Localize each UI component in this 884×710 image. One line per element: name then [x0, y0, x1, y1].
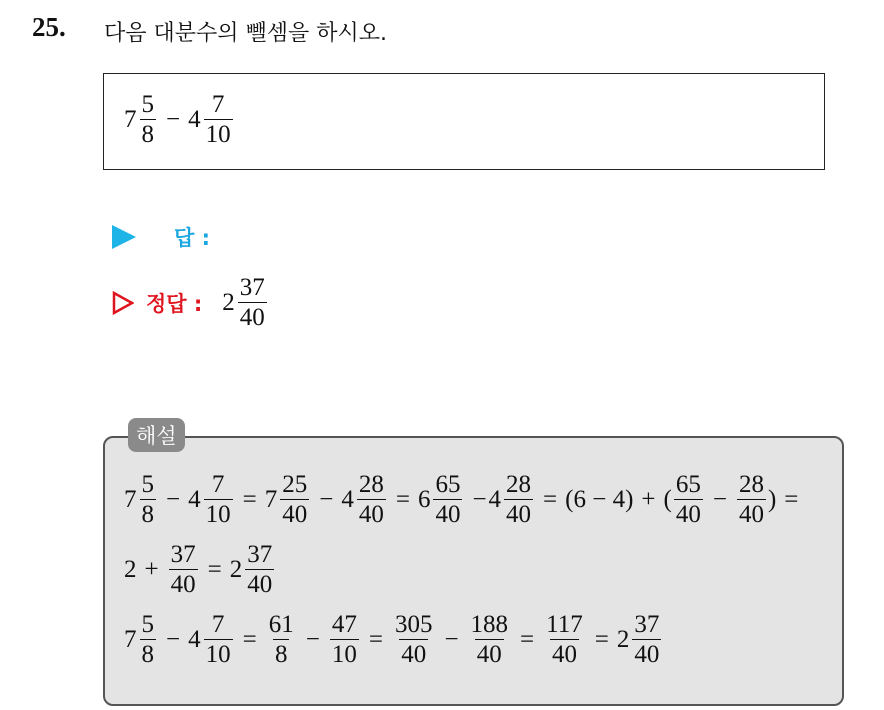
fraction — [544, 612, 585, 669]
numerator: 28 — [506, 471, 532, 498]
numerator: 37 — [239, 274, 265, 301]
filled-triangle-icon — [112, 225, 136, 249]
denominator: 40 — [435, 501, 461, 529]
outline-triangle-icon — [112, 291, 134, 315]
fraction — [632, 612, 661, 669]
equals-sign: = — [242, 626, 257, 654]
fraction — [140, 92, 157, 149]
denominator: 40 — [401, 641, 427, 669]
numerator: 188 — [470, 611, 509, 638]
plus-sign: + — [641, 486, 656, 514]
minus-sign: − — [712, 486, 727, 514]
parenthesized-difference: (6 − 4) — [565, 486, 634, 514]
mixed-whole: 2 — [229, 556, 243, 584]
equals-sign: = — [594, 626, 609, 654]
denominator: 40 — [675, 501, 701, 529]
denominator: 40 — [551, 641, 577, 669]
mixed-whole: 4 — [188, 626, 201, 654]
solution-line-3 — [124, 612, 663, 669]
fraction — [169, 542, 198, 599]
denominator: 40 — [738, 501, 764, 529]
denominator: 10 — [205, 501, 231, 529]
lead-term: 2 — [124, 556, 137, 584]
denominator: 8 — [141, 501, 154, 529]
denominator: 40 — [476, 641, 502, 669]
minus-sign: − — [319, 486, 334, 514]
mixed-whole: 7 — [124, 626, 137, 654]
mixed-whole: 7 — [124, 106, 137, 134]
denominator: 10 — [205, 641, 231, 669]
denominator: 40 — [282, 501, 308, 529]
fraction — [330, 612, 359, 669]
mixed-whole: 7 — [264, 486, 278, 514]
denominator: 10 — [331, 641, 357, 669]
fraction — [267, 612, 296, 669]
fraction — [238, 275, 267, 332]
fraction — [469, 612, 511, 669]
numerator: 65 — [675, 471, 701, 498]
fraction — [140, 612, 157, 669]
mixed-whole: 4 — [341, 486, 354, 514]
problem-expression — [124, 92, 235, 149]
mixed-whole: 2 — [616, 626, 630, 654]
answer-row — [112, 222, 210, 252]
mixed-whole: 4 — [188, 486, 201, 514]
plus-sign: + — [144, 556, 159, 584]
fraction — [357, 472, 386, 529]
numerator: 305 — [394, 611, 433, 638]
numerator: 47 — [331, 611, 357, 638]
fraction — [674, 472, 703, 529]
denominator: 40 — [239, 304, 265, 332]
numerator: 7 — [211, 91, 225, 118]
mixed-whole: 7 — [124, 486, 137, 514]
minus-sign: − — [305, 626, 320, 654]
denominator: 10 — [205, 121, 231, 149]
correct-answer-value — [222, 275, 269, 332]
equals-sign: = — [368, 626, 383, 654]
numerator: 61 — [268, 611, 294, 638]
denominator: 8 — [274, 641, 288, 669]
minus-sign: − — [166, 106, 181, 134]
fraction — [204, 472, 233, 529]
minus-sign: − — [166, 626, 181, 654]
equals-sign: = — [520, 626, 535, 654]
numerator: 5 — [141, 91, 154, 118]
denominator: 40 — [358, 501, 384, 529]
denominator: 8 — [141, 121, 154, 149]
numerator: 37 — [170, 541, 196, 568]
numerator: 65 — [435, 471, 461, 498]
fraction — [393, 612, 435, 669]
numerator: 7 — [211, 611, 225, 638]
denominator: 40 — [170, 571, 196, 599]
correct-answer-row — [112, 275, 269, 332]
denominator: 8 — [141, 641, 154, 669]
fraction — [204, 92, 233, 149]
numerator: 37 — [247, 541, 273, 568]
mixed-whole: 2 — [222, 289, 235, 317]
numerator: 28 — [738, 471, 764, 498]
equals-sign: = — [395, 486, 410, 514]
answer-label: 답 : — [174, 226, 210, 250]
minus-sign: − — [166, 486, 181, 514]
minus-sign: − — [444, 626, 459, 654]
close-paren: ) — [767, 486, 777, 514]
numerator: 7 — [211, 471, 225, 498]
numerator: 37 — [634, 611, 660, 638]
numerator: 5 — [141, 471, 154, 498]
equals-sign: = — [242, 486, 257, 514]
correct-answer-label: 정답 : — [146, 292, 203, 317]
mixed-whole: 4 — [188, 106, 201, 134]
fraction — [504, 472, 533, 529]
question-text: 다음 대분수의 뺄셈을 하시오. — [104, 21, 387, 46]
numerator: 117 — [546, 611, 583, 638]
fraction — [280, 472, 309, 529]
mixed-whole: 4 — [488, 486, 502, 514]
open-paren: ( — [663, 486, 672, 514]
mixed-whole: 6 — [417, 486, 431, 514]
solution-tab: 해설 — [128, 418, 185, 452]
denominator: 40 — [506, 501, 532, 529]
equals-sign: = — [207, 556, 222, 584]
equals-sign: = — [784, 486, 799, 514]
solution-line-2 — [124, 542, 276, 599]
fraction — [204, 612, 233, 669]
denominator: 40 — [247, 571, 273, 599]
minus-sign: − — [472, 486, 487, 514]
fraction — [737, 472, 766, 529]
denominator: 40 — [634, 641, 660, 669]
fraction — [245, 542, 274, 599]
equals-sign: = — [543, 486, 558, 514]
numerator: 28 — [358, 471, 384, 498]
fraction — [140, 472, 157, 529]
numerator: 25 — [282, 471, 308, 498]
fraction — [433, 472, 462, 529]
solution-line-1 — [124, 472, 806, 529]
question-number: 25. — [32, 12, 66, 42]
numerator: 5 — [141, 611, 154, 638]
